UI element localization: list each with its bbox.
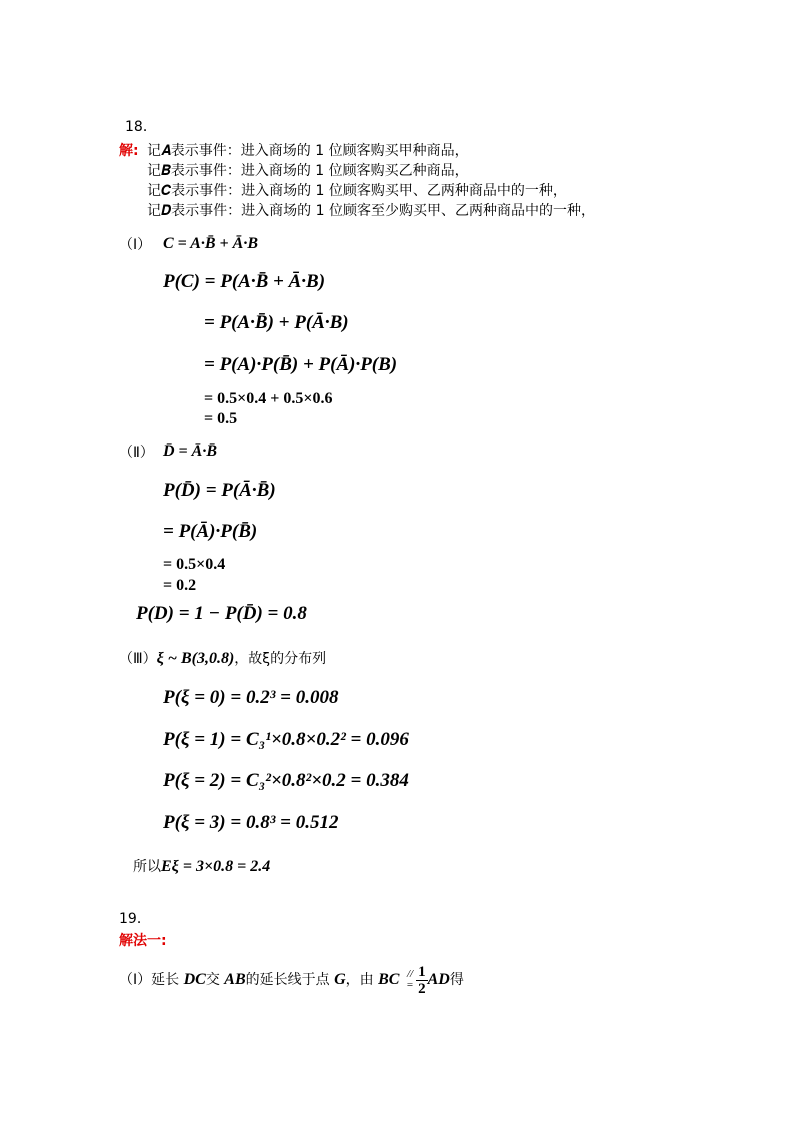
q18-def-b: 记𝑩表示事件：进入商场的 1 位顾客购买乙种商品， — [147, 163, 469, 179]
q18-part3-intro — [119, 650, 326, 668]
q19-part1 — [119, 960, 464, 1000]
q19-part1-label: （Ⅰ） — [119, 972, 152, 988]
q18-part1-eq-2: P(C) = P(A·B̄ + Ā·B) — [163, 271, 326, 292]
q19-fraction-numerator: 1 — [418, 963, 426, 980]
q18-part1-eq-6: = 0.5 — [204, 410, 238, 427]
q18-part1-eq-3: = P(A·B̄) + P(Ā·B) — [204, 312, 349, 333]
q18-def-d: 记𝑫表示事件：进入商场的 1 位顾客至少购买甲、乙两种商品中的一种， — [147, 203, 595, 219]
q18-def-c: 记𝑪表示事件：进入商场的 1 位顾客购买甲、乙两种商品中的一种， — [147, 183, 567, 199]
q18-part2-eq-4: = 0.5×0.4 — [163, 556, 226, 573]
q18-part2-eq-6: P(D) = 1 − P(D̄) = 0.8 — [136, 603, 307, 624]
q18-part1-eq-5: = 0.5×0.4 + 0.5×0.6 — [204, 390, 333, 407]
q19-method-label: 解法一: — [119, 933, 167, 949]
q18-solution-label: 解: — [119, 143, 139, 159]
q19-segment-bc: BC — [378, 971, 400, 988]
q18-part3-eq-4: P(ξ = 3) = 0.8³ = 0.512 — [163, 812, 339, 833]
q19-segment-ad: AD — [427, 971, 450, 988]
q19-parallel-equal-symbol — [407, 969, 413, 991]
q19-parallel-mark: // — [406, 968, 414, 980]
q18-part3-eq-1: P(ξ = 0) = 0.2³ = 0.008 — [163, 687, 339, 708]
q19-equal-mark: = — [406, 979, 414, 991]
q19-number: 19． — [119, 911, 151, 927]
q19-text-intersect: 交 — [205, 972, 220, 988]
q18-part2-eq-5: = 0.2 — [163, 577, 197, 594]
q19-text-extension: 的延长线于点 — [245, 972, 330, 988]
q18-part2-label: （Ⅱ） — [119, 445, 154, 461]
q19-fraction-denominator: 2 — [418, 980, 426, 997]
q18-part2-eq-3: = P(Ā)·P(B̄) — [163, 521, 258, 542]
q18-part1-label: （Ⅰ） — [119, 237, 152, 253]
q18-def-a: 记𝑨表示事件：进入商场的 1 位顾客购买甲种商品， — [147, 143, 469, 159]
q19-text-extend: 延长 — [151, 972, 180, 988]
q18-conclusion — [133, 858, 270, 876]
q18-part2-eq-2: P(D̄) = P(Ā·B̄) — [163, 480, 276, 501]
q19-point-g: G — [334, 971, 346, 988]
q18-expectation: Eξ = 3×0.8 = 2.4 — [161, 858, 271, 875]
q18-part3-eq-3: P(ξ = 2) = C₃²×0.8²×0.2 = 0.384 — [163, 770, 409, 791]
q18-part3-binomial: ξ ~ B(3,0.8) — [156, 650, 235, 667]
q18-part1-eq-4: = P(A)·P(B̄) + P(Ā)·P(B) — [204, 354, 398, 375]
q19-text-by: ，由 — [345, 972, 374, 988]
q18-number: 18． — [125, 119, 157, 135]
q18-part2-eq-1: D̄ = Ā·B̄ — [163, 443, 218, 460]
q18-part1-eq-1: C = A·B̄ + Ā·B — [163, 235, 258, 252]
q19-text-get: 得 — [449, 972, 464, 988]
q19-segment-ab: AB — [224, 971, 246, 988]
q19-segment-dc: DC — [183, 971, 206, 988]
q18-part3-eq-2: P(ξ = 1) = C₃¹×0.8×0.2² = 0.096 — [163, 729, 409, 750]
q19-fraction-half — [416, 964, 428, 997]
q18-part3-intro-text: ，故ξ的分布列 — [234, 651, 327, 667]
q18-part3-label: （Ⅲ） — [119, 651, 157, 667]
q18-conclusion-text: 所以 — [133, 859, 161, 875]
